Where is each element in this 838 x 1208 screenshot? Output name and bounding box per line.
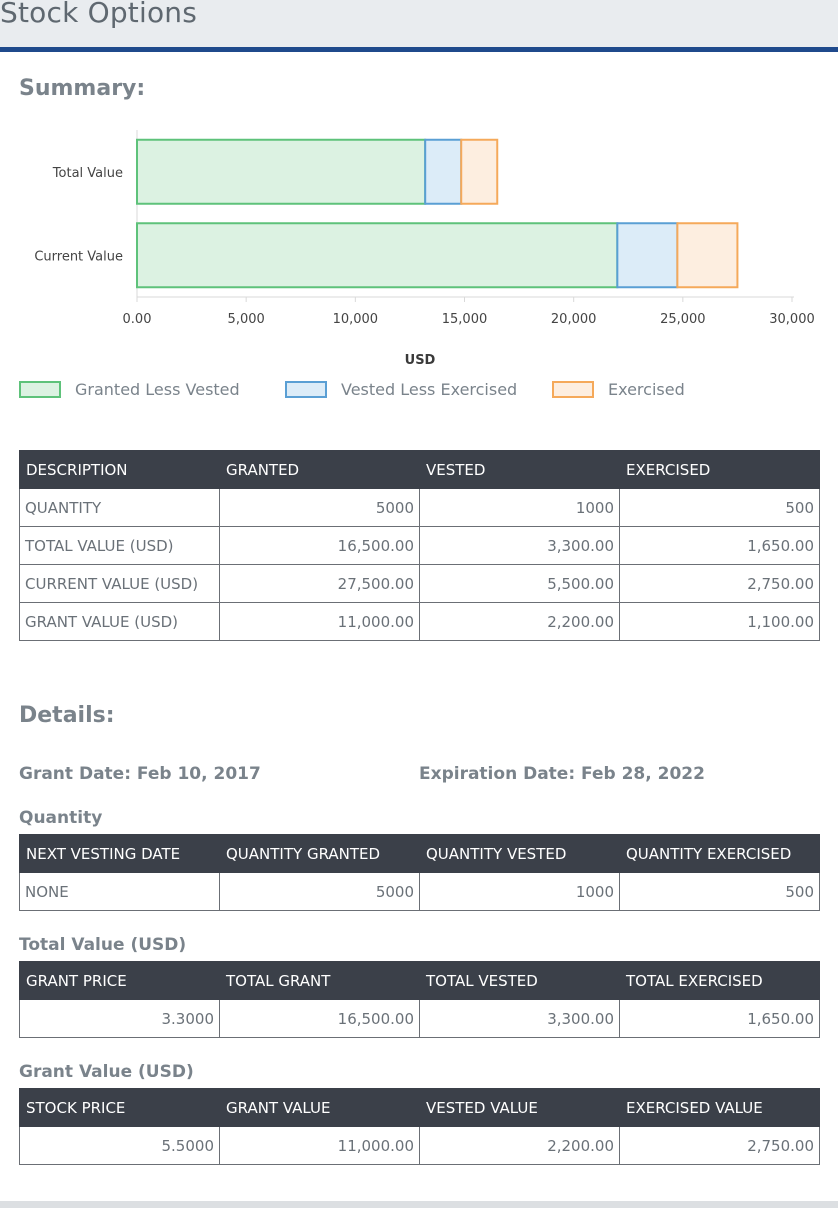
column-header: TOTAL VESTED: [420, 962, 620, 1000]
table-row: [20, 873, 820, 911]
table-cell: 1000: [420, 489, 620, 527]
table-row: [20, 1000, 820, 1038]
column-header: VESTED: [420, 451, 620, 489]
column-header: TOTAL EXERCISED: [620, 962, 820, 1000]
table-cell: 1,650.00: [620, 1000, 820, 1038]
column-header: QUANTITY VESTED: [420, 835, 620, 873]
quantity-table: [19, 834, 820, 911]
column-header: EXERCISED VALUE: [620, 1089, 820, 1127]
table-row: [20, 603, 820, 641]
table-row: [20, 1127, 820, 1165]
total-value-heading: Total Value (USD): [19, 935, 187, 955]
y-category-label: Current Value: [34, 249, 123, 265]
page-title: Stock Options: [0, 0, 198, 29]
table-cell: 5000: [220, 489, 420, 527]
row-label: CURRENT VALUE (USD): [20, 565, 220, 603]
row-label: TOTAL VALUE (USD): [20, 527, 220, 565]
table-header-row: [20, 1089, 820, 1127]
legend-swatch-vested-less-exercised: [285, 381, 327, 398]
column-header: QUANTITY GRANTED: [220, 835, 420, 873]
bar-segment: [425, 140, 461, 204]
table-cell: 16,500.00: [220, 527, 420, 565]
x-tick-label: 0.00: [122, 312, 152, 327]
table-cell: NONE: [20, 873, 220, 911]
table-cell: 11,000.00: [220, 1127, 420, 1165]
column-header: TOTAL GRANT: [220, 962, 420, 1000]
total-value-table: [19, 961, 820, 1038]
bar-segment: [617, 223, 677, 287]
table-row: [20, 565, 820, 603]
summary-chart: [0, 120, 838, 375]
table-cell: 3,300.00: [420, 527, 620, 565]
column-header: GRANT PRICE: [20, 962, 220, 1000]
bar-segment: [461, 140, 497, 204]
table-cell: 500: [620, 489, 820, 527]
table-cell: 3.3000: [20, 1000, 220, 1038]
x-tick-label: 25,000: [660, 312, 706, 327]
x-tick-label: 15,000: [441, 312, 488, 327]
expiration-date: Expiration Date: Feb 28, 2022: [419, 764, 705, 784]
column-header: VESTED VALUE: [420, 1089, 620, 1127]
x-tick-label: 10,000: [332, 312, 379, 327]
y-category-label: Total Value: [52, 165, 123, 181]
bar-segment: [137, 140, 425, 204]
table-row: [20, 489, 820, 527]
legend-swatch-exercised: [552, 381, 594, 398]
row-label: GRANT VALUE (USD): [20, 603, 220, 641]
column-header: GRANTED: [220, 451, 420, 489]
x-axis-label: USD: [404, 353, 436, 368]
bar-segment: [137, 223, 617, 287]
table-cell: 2,750.00: [620, 1127, 820, 1165]
chart-legend: [19, 380, 819, 402]
x-tick-label: 30,000: [769, 312, 815, 327]
table-cell: 5000: [220, 873, 420, 911]
column-header: QUANTITY EXERCISED: [620, 835, 820, 873]
x-tick-label: 20,000: [550, 312, 597, 327]
legend-item-granted-less-vested[interactable]: [19, 380, 240, 399]
summary-heading: Summary:: [19, 76, 146, 101]
legend-label: Vested Less Exercised: [341, 380, 518, 399]
table-cell: 5,500.00: [420, 565, 620, 603]
bar-segment: [677, 223, 737, 287]
table-cell: 2,750.00: [620, 565, 820, 603]
table-cell: 1,650.00: [620, 527, 820, 565]
table-cell: 16,500.00: [220, 1000, 420, 1038]
page-header: [0, 0, 838, 52]
summary-table: [19, 450, 820, 641]
column-header: GRANT VALUE: [220, 1089, 420, 1127]
table-header-row: [20, 962, 820, 1000]
grant-value-heading: Grant Value (USD): [19, 1062, 194, 1082]
x-tick-label: 5,000: [227, 312, 265, 327]
table-cell: 500: [620, 873, 820, 911]
table-header-row: [20, 835, 820, 873]
table-cell: 2,200.00: [420, 603, 620, 641]
row-label: QUANTITY: [20, 489, 220, 527]
column-header: DESCRIPTION: [20, 451, 220, 489]
column-header: EXERCISED: [620, 451, 820, 489]
column-header: NEXT VESTING DATE: [20, 835, 220, 873]
legend-label: Exercised: [608, 380, 685, 399]
table-cell: 11,000.00: [220, 603, 420, 641]
quantity-heading: Quantity: [19, 808, 103, 828]
table-cell: 3,300.00: [420, 1000, 620, 1038]
column-header: STOCK PRICE: [20, 1089, 220, 1127]
table-cell: 1,100.00: [620, 603, 820, 641]
table-cell: 27,500.00: [220, 565, 420, 603]
details-heading: Details:: [19, 703, 115, 728]
table-cell: 5.5000: [20, 1127, 220, 1165]
grant-date: Grant Date: Feb 10, 2017: [19, 764, 261, 784]
legend-label: Granted Less Vested: [75, 380, 240, 399]
legend-item-vested-less-exercised[interactable]: [285, 380, 517, 399]
table-cell: 1000: [420, 873, 620, 911]
table-cell: 2,200.00: [420, 1127, 620, 1165]
table-row: [20, 527, 820, 565]
legend-item-exercised[interactable]: [552, 380, 685, 399]
legend-swatch-granted-less-vested: [19, 381, 61, 398]
table-header-row: [20, 451, 820, 489]
grant-value-table: [19, 1088, 820, 1165]
page-footer: [0, 1201, 838, 1208]
